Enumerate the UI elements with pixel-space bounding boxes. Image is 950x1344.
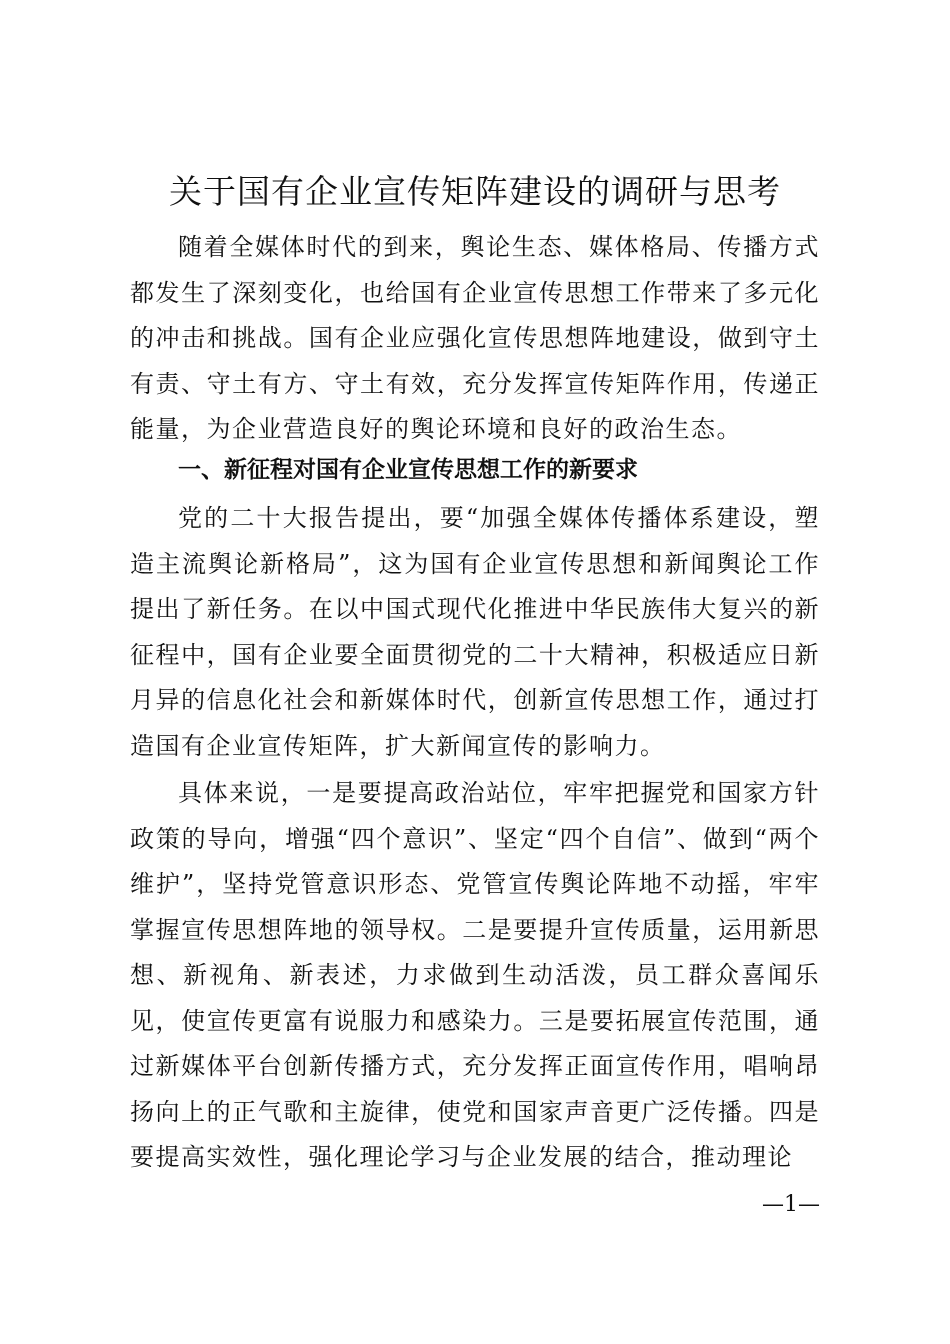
section-heading: 一、新征程对国有企业宣传思想工作的新要求 bbox=[178, 457, 638, 483]
page-number: —1— bbox=[762, 1192, 820, 1217]
document-title: 关于国有企业宣传矩阵建设的调研与思考 bbox=[169, 172, 781, 211]
section-paragraph-2-block bbox=[130, 771, 820, 1181]
intro-paragraph: 随着全媒体时代的到来，舆论生态、媒体格局、传播方式都发生了深刻变化，也给国有企业宣传思想工作带来了多元化的冲击和挑战。国有企业应强化宣传思想阵地建设，做到守土有责、守土有方、守土有效，充分发挥宣传矩阵作用，传递正能量，为企业营造良好的舆论环境和良好的政治生态。 bbox=[130, 233, 820, 443]
section-paragraph-1: 党的二十大报告提出，要“加强全媒体传播体系建设，塑造主流舆论新格局”，这为国有企业宣传思想和新闻舆论工作提出了新任务。在以中国式现代化推进中华民族伟大复兴的新征程中，国有企业要全面贯彻党的二十大精神，积极适应日新月异的信息化社会和新媒体时代，创新宣传思想工作，通过打造国有企业宣传矩阵，扩大新闻宣传的影响力。 bbox=[130, 504, 820, 760]
section-paragraph-1-block bbox=[130, 496, 820, 769]
section-paragraph-2: 具体来说，一是要提高政治站位，牢牢把握党和国家方针政策的导向，增强“四个意识”、坚定“四个自信”、做到“两个维护”，坚持党管意识形态、党管宣传舆论阵地不动摇，牢牢掌握宣传思想阵地的领导权。二是要提升宣传质量，运用新思想、新视角、新表述，力求做到生动活泼，员工群众喜闻乐见，使宣传更富有说服力和感染力。三是要拓展宣传范围，通过新媒体平台创新传播方式，充分发挥正面宣传作用，唱响昂扬向上的正气歌和主旋律，使党和国家声音更广泛传播。四是要提高实效性，强化理论学习与企业发展的结合，推动理论 bbox=[130, 779, 820, 1171]
intro-block bbox=[130, 225, 820, 453]
